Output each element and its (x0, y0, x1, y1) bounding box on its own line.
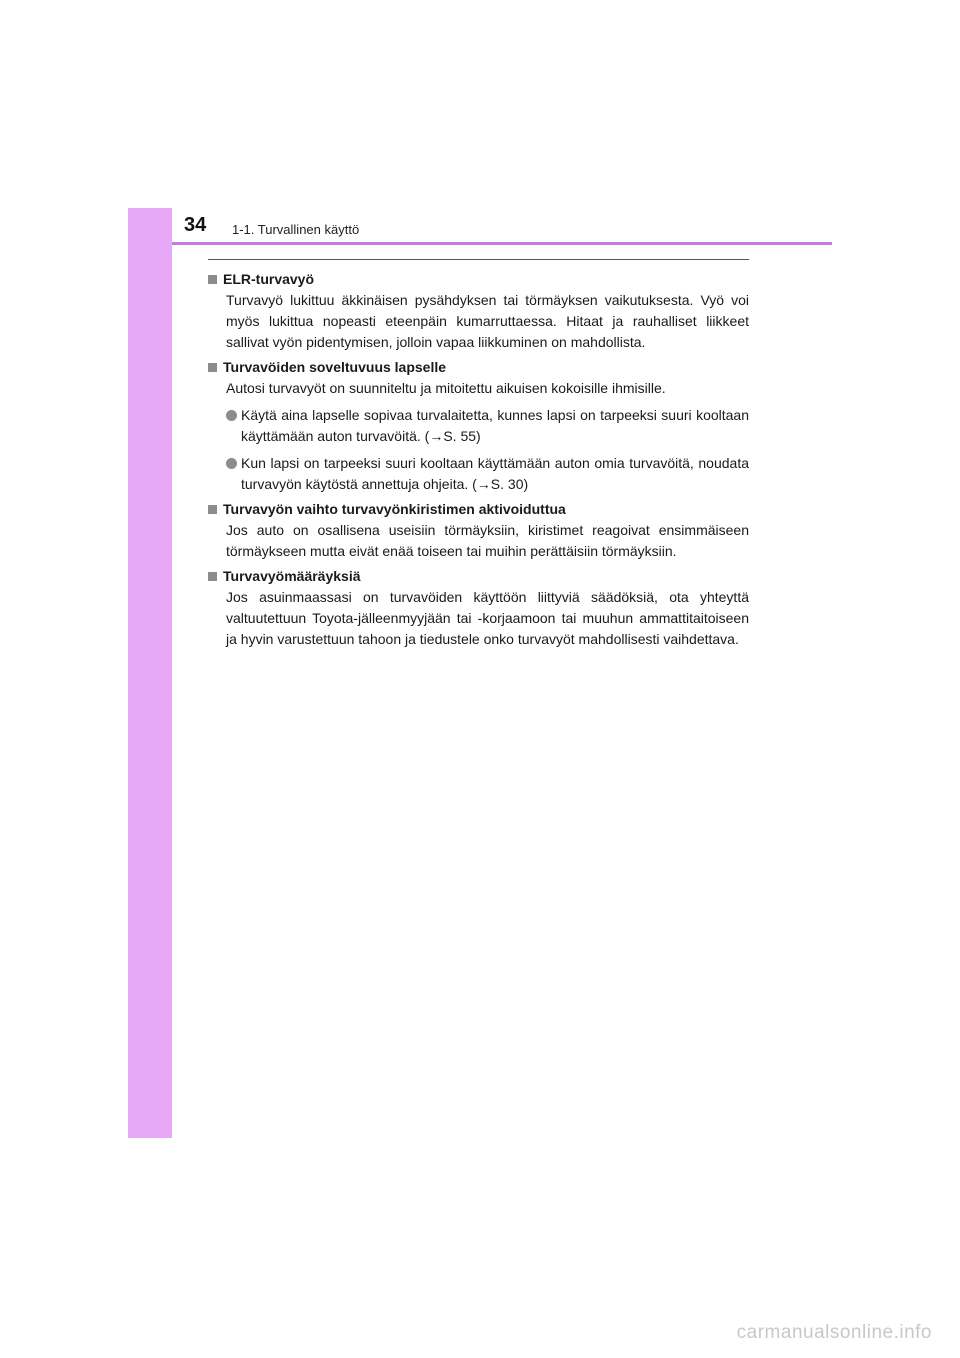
paragraph: Jos asuinmaassasi on turvavöiden käyttöön liittyviä säädöksiä, ota yhteyttä valtuutettuun Toyota-jälleenmyyjään tai -korjaamoon tai muuhun ammattitaitoiseen ja hyvin varustettuun tahoon ja tiedustele onko turvavyöt mahdollisesti vaihdettava. (226, 589, 749, 647)
header-rule (172, 242, 832, 245)
paragraph: Jos auto on osallisena useisiin törmäyksiin, kiristimet reagoivat ensimmäiseen törmäykseen mutta eivät enää toiseen tai muihin perättäisiin törmäyksiin. (226, 522, 749, 559)
section-title: 1-1. Turvallinen käyttö (232, 222, 360, 237)
paragraph: Turvavyö lukittuu äkkinäisen pysähdyksen tai törmäyksen vaikutuksesta. Vyö voi myös lukittua nopeasti eteenpäin kumarruttaessa. Hitaat ja rauhalliset liikkeet sallivat vyön pidentymisen, jolloin vapaa liikkuminen on mahdollista. (226, 292, 749, 350)
paragraph: Autosi turvavyöt on suunniteltu ja mitoitettu aikuisen kokoisille ihmisille. (226, 380, 666, 396)
section-regulations (208, 566, 749, 650)
section-child-suitability (208, 357, 749, 495)
square-bullet-icon (208, 363, 217, 372)
content-body (208, 269, 749, 654)
section-heading (208, 499, 749, 520)
list-item-text: Kun lapsi on tarpeeksi suuri kooltaan käyttämään auton omia turvavöitä, noudata turvavyön käytöstä annettuja ohjeita. (→S. 30) (241, 455, 749, 492)
square-bullet-icon (208, 505, 217, 514)
square-bullet-icon (208, 572, 217, 581)
circle-bullet-icon (226, 410, 237, 421)
list-item-text: Käytä aina lapselle sopivaa turvalaitetta, kunnes lapsi on tarpeeksi suuri kooltaan käyttämään auton turvavöitä. (→S. 55) (241, 407, 749, 444)
side-tab-band (128, 208, 172, 1138)
list-item (226, 453, 749, 495)
content-top-rule (208, 259, 749, 260)
square-bullet-icon (208, 275, 217, 284)
circle-bullet-icon (226, 458, 237, 469)
heading-text: ELR-turvavyö (223, 271, 315, 287)
section-pretensioner (208, 499, 749, 562)
section-heading (208, 566, 749, 587)
heading-text: Turvavyömääräyksiä (223, 568, 361, 584)
section-heading (208, 269, 749, 290)
watermark-text: carmanualsonline.info (736, 1322, 932, 1343)
section-heading (208, 357, 749, 378)
section-elr (208, 269, 749, 353)
list-item (226, 405, 749, 447)
page-number: 34 (184, 214, 207, 236)
heading-text: Turvavöiden soveltuvuus lapselle (223, 359, 447, 375)
heading-text: Turvavyön vaihto turvavyönkiristimen aktivoiduttua (223, 501, 566, 517)
